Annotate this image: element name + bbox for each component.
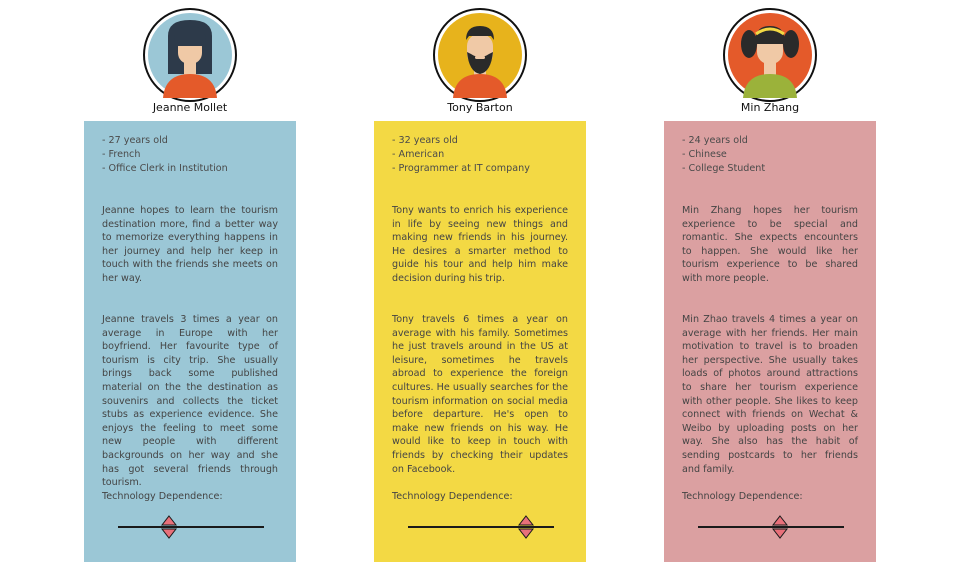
persona-card <box>84 121 296 562</box>
tech-dependence-label: Technology Dependence: <box>682 491 803 502</box>
persona-habits: Tony travels 6 times a year on average with his family. Sometimes he just travels around in the US at leisure, sometimes he travels abroad to experience the foreign cultures. He usually searches for the tourism information on social media before departure. He's open to make new friends on his way. He would like to keep in touch with friends by checking their updates on Facebook. <box>392 314 568 475</box>
tech-dependence-slider[interactable] <box>698 515 844 539</box>
persona-facts <box>392 134 568 176</box>
tech-dependence-slider[interactable] <box>118 515 264 539</box>
persona-card <box>664 121 876 562</box>
avatar-jeanne <box>143 8 237 102</box>
persona-card <box>374 121 586 562</box>
fact-item: - College Student <box>682 163 766 174</box>
persona-goal: Jeanne hopes to learn the tourism destination more, find a better way to memorize everything happens in her journey and help her keep in touch with the friends she meets on her way. <box>102 205 278 284</box>
fact-item: - American <box>392 149 445 160</box>
up-down-arrows-icon <box>516 515 536 539</box>
slider-handle[interactable] <box>516 515 536 539</box>
man-avatar-icon <box>433 8 527 102</box>
slider-handle[interactable] <box>159 515 179 539</box>
persona-min <box>664 0 876 576</box>
fact-item: - 27 years old <box>102 135 168 146</box>
girl-avatar-icon <box>723 8 817 102</box>
tech-dependence-label: Technology Dependence: <box>392 491 513 502</box>
persona-facts <box>102 134 278 176</box>
tech-dependence-slider[interactable] <box>408 515 554 539</box>
fact-item: - Programmer at IT company <box>392 163 530 174</box>
slider-track <box>118 526 264 528</box>
fact-item: - 32 years old <box>392 135 458 146</box>
up-down-arrows-icon <box>770 515 790 539</box>
fact-item: - Office Clerk in Institution <box>102 163 228 174</box>
persona-tony <box>374 0 586 576</box>
persona-facts <box>682 134 858 176</box>
persona-goal: Tony wants to enrich his experience in life by seeing new things and making new friends in his journey. He desires a smarter method to guide his tour and help him make decision during his trip. <box>392 205 568 284</box>
persona-name: Jeanne Mollet <box>152 101 228 114</box>
persona-goal: Min Zhang hopes her tourism experience to be special and romantic. She expects encounters to happen. She would like her tourism experience to be shared with more people. <box>682 205 858 284</box>
tech-dependence-label: Technology Dependence: <box>102 491 223 502</box>
persona-habits: Jeanne travels 3 times a year on average in Europe with her boyfriend. Her favourite type of tourism is city trip. She usually brings back some published material on the the destination as souvenirs and collects the ticket stubs as experience evidence. She enjoys the feeling to meet some new people with different backgrounds on her way and she has got several friends through tourism. <box>102 314 278 489</box>
woman-avatar-icon <box>143 8 237 102</box>
persona-name: Tony Barton <box>447 101 513 114</box>
slider-handle[interactable] <box>770 515 790 539</box>
persona-jeanne <box>84 0 296 576</box>
persona-habits: Min Zhao travels 4 times a year on average with her friends. Her main motivation to travel is to broaden her perspective. She usually takes loads of photos around attractions to share her tourism experience with other people. She likes to keep connect with friends on Wechat & Weibo by uploading posts on her way. She also has the habit of sending postcards to her friends and family. <box>682 314 858 475</box>
up-down-arrows-icon <box>159 515 179 539</box>
avatar-min <box>723 8 817 102</box>
avatar-tony <box>433 8 527 102</box>
fact-item: - Chinese <box>682 149 727 160</box>
fact-item: - French <box>102 149 141 160</box>
persona-name: Min Zhang <box>740 101 800 114</box>
fact-item: - 24 years old <box>682 135 748 146</box>
